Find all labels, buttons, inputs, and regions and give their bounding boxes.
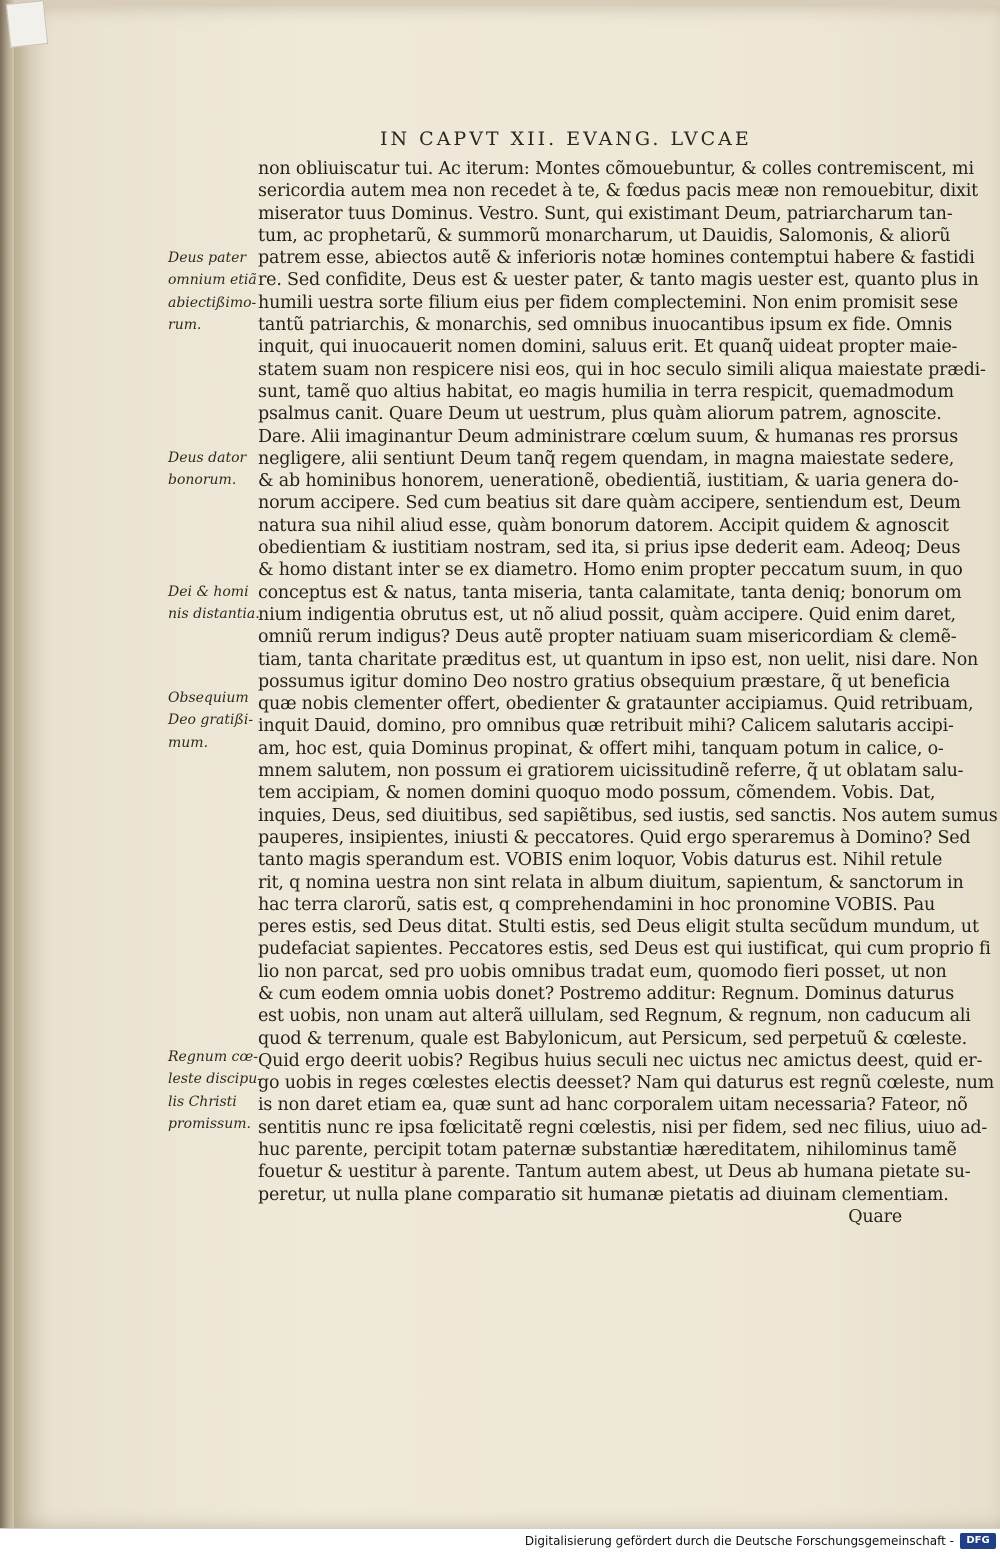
margin-note-line: Deus dator [168,450,247,466]
text-line: conceptus est & natus, tanta miseria, tanta calamitate, tanta deniq; bonorum om [258,582,962,603]
tape-strip [6,0,48,48]
text-line: humili uestra sorte filium eius per fidem complectemini. Non enim promisit sese [258,292,958,313]
text-line: re. Sed confidite, Deus est & uester pater, & tanto magis uester est, quanto plus in [258,270,979,291]
text-line: Quare [848,1206,902,1227]
text-line: quæ nobis clementer offert, obedienter & grataunter accipiamus. Quid retribuam, [258,694,974,715]
text-line: is non daret etiam ea, quæ sunt ad hanc corporalem uitam necessaria? Fateor, nõ [258,1095,968,1116]
text-line: pudefaciat sapientes. Peccatores estis, sed Deus est qui iustificat, qui cum proprio fi [258,939,991,960]
text-line: mnem salutem, non possum ei gratiorem uicissitudinẽ referre, q̃ ut oblatam salu- [258,761,964,782]
text-line: & cum eodem omnia uobis donet? Postremo additur: Regnum. Dominus daturus [258,983,955,1004]
margin-note-line: mum. [168,734,209,751]
text-line: pauperes, insipientes, iniusti & peccatores. Quid ergo speraremus à Domino? Sed [258,827,971,848]
digitization-footer [0,1528,1000,1554]
text-line: lio non parcat, sed pro uobis omnibus tradat eum, quomodo fieri posset, ut non [258,961,947,982]
text-line: natura sua nihil aliud esse, quàm bonorum datorem. Accipit quidem & agnoscit [258,515,949,536]
text-line: go uobis in reges cœlestes electis deesset? Nam qui daturus est regnũ cœleste, num [258,1073,995,1094]
text-line: hac terra clarorũ, satis est, q comprehendamini in hoc pronomine VOBIS. Pau [258,894,936,915]
text-line: huc parente, percipit totam paternæ substantiæ hæreditatem, nihilominus tamẽ [258,1140,957,1161]
text-line: statem suam non respicere nisi eos, qui in hoc seculo simili aliqua maiestate prædi- [258,359,986,380]
dfg-logo: DFG [960,1533,996,1549]
margin-note-line: rum. [168,316,202,333]
margin-note-line: nis distantia. [168,606,260,623]
text-line: Quid ergo deerit uobis? Regibus huius seculi nec uictus nec amictus deest, quid er- [258,1050,983,1071]
text-line: quod & terrenum, quale est Babylonicum, aut Persicum, sed perpetuũ & cœleste. [258,1028,968,1049]
text-line: tiam, tanta charitate præditus est, ut quantum in ipso est, non uelit, nisi dare. Non [258,649,979,670]
margin-note [168,581,258,626]
text-line: patrem esse, abiectos autẽ & inferioris notæ homines contemptui habere & fastidi [258,248,975,269]
margin-note-line: bonorum. [168,472,237,489]
text-line: & homo distant inter se ex diametro. Homo enim propter peccatum suum, in quo [258,560,963,581]
text-line: obedientiam & iustitiam nostram, sed ita, si prius ipse dederit eam. Adeoq; Deus [258,538,961,559]
text-line: sericordia autem mea non recedet à te, & fœdus pacis meæ non remouebitur, dixit [258,181,978,202]
text-line: am, hoc est, quia Dominus propinat, & offert mihi, tanquam potum in calice, o- [258,738,944,759]
text-line: tantũ patriarchis, & monarchis, sed omnibus inuocantibus ipsum ex fide. Omnis [258,315,953,336]
text-line: negligere, alii sentiunt Deum tanq̃ regem quendam, in magna maiestate sedere, [258,448,955,469]
margin-note-line: promissum. [168,1115,251,1132]
margin-note [168,687,258,754]
text-line: peres estis, sed Deus ditat. Stulti estis, sed Deus eligit stulta secũdum mundum, ut [258,917,979,938]
running-head: IN CAPVT XII. EVANG. LVCAE [380,128,752,150]
text-line: & ab hominibus honorem, uenerationẽ, obedientiã, iustitiam, & uaria genera do- [258,471,959,492]
margin-note-line: leste discipu- [168,1071,262,1088]
book-spine-edge [0,0,14,1530]
text-line: nium indigentia obrutus est, ut nõ aliud possit, quàm accipere. Quid enim daret, [258,604,956,625]
text-line: tem accipiam, & nomen domini quoquo modo possum, cõmendem. Vobis. Dat, [258,783,936,804]
text-line: psalmus canit. Quare Deum ut uestrum, plus quàm aliorum patrem, agnoscite. [258,404,942,425]
text-line: norum accipere. Sed cum beatius sit dare quàm accipere, sentiendum est, Deum [258,493,961,514]
text-line: inquit, qui inuocauerit nomen domini, saluus erit. Et quanq̃ uideat propter maie- [258,337,958,358]
footer-credit: Digitalisierung gefördert durch die Deutsche Forschungsgemeinschaft - [524,1534,954,1548]
text-line: inquies, Deus, sed diuitibus, sed sapiẽtibus, sed iustis, sed sanctis. Nos autem sumus [258,805,998,826]
text-line: rit, q nomina uestra non sint relata in album diuitum, sapientum, & sanctorum in [258,872,964,893]
text-line: tum, ac prophetarũ, & summorũ monarcharum, ut Dauidis, Salomonis, & aliorũ [258,225,951,246]
text-line: possumus igitur domino Deo nostro gratius obsequium præstare, q̃ ut beneficia [258,671,950,692]
margin-note-line: abiectißimo- [168,294,257,311]
text-line: sunt, tamẽ quo altius habitat, eo magis humilia in terra respicit, quemadmodum [258,381,954,402]
text-line: est uobis, non unam aut alterã uillulam, sed Regnum, & regnum, non caducum ali [258,1006,971,1027]
main-text-block [258,158,998,1228]
margin-note [168,247,258,336]
text-line: sentitis nunc re ipsa fœlicitatẽ regni cœlestis, nisi per fidem, sed nec filius, uiuo ad- [258,1117,988,1138]
margin-note-line: Dei & homi [168,584,249,600]
text-line: inquit Dauid, domino, pro omnibus quæ retribuit mihi? Calicem salutaris accipi- [258,716,954,737]
text-line: peretur, ut nulla plane comparatio sit humanæ pietatis ad diuinam clementiam. [258,1184,949,1205]
text-line: omniũ rerum indigus? Deus autẽ propter natiuam suam misericordiam & clemẽ- [258,627,957,648]
margin-note-line: Obsequium [168,690,249,706]
margin-note-line: lis Christi [168,1093,237,1110]
text-line: miserator tuus Dominus. Vestro. Sunt, qui existimant Deum, patriarcharum tan- [258,203,953,224]
text-line: tanto magis sperandum est. VOBIS enim loquor, Vobis daturus est. Nihil retule [258,850,943,871]
margin-note-line: Deus pater [168,250,247,266]
margin-note-line: Regnum cœ- [168,1049,258,1065]
margin-note [168,447,258,492]
margin-note [168,1046,262,1135]
text-line: Dare. Alii imaginantur Deum administrare cœlum suum, & humanas res prorsus [258,426,959,447]
margin-note-line: omnium etiã [168,272,257,289]
text-line: non obliuiscatur tui. Ac iterum: Montes cõmouebuntur, & colles contremiscent, mi [258,159,974,179]
margin-note-line: Deo gratißi- [168,712,254,729]
text-line: fouetur & uestitur à parente. Tantum autem abest, ut Deus ab humana pietate su- [258,1162,971,1183]
